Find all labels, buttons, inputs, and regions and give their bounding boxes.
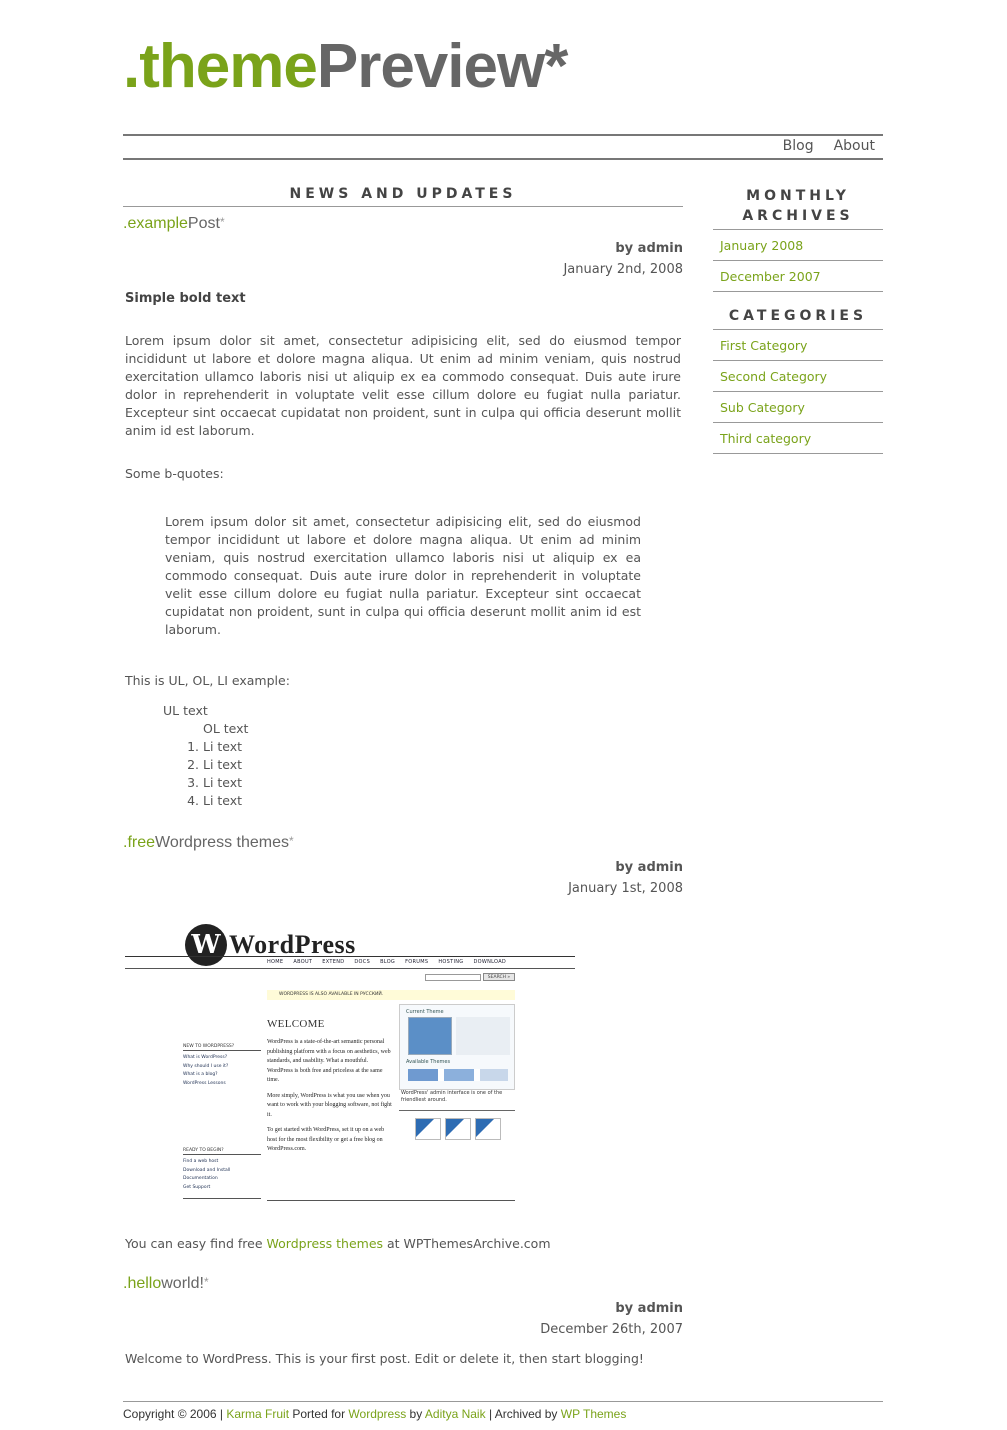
post-author: by admin [615,241,683,256]
post-paragraph: Lorem ipsum dolor sit amet, consectetur adipisicing elit, sed do eiusmod tempor incididunt ut labore et dolore magna aliqua. Ut enim ad minim veniam, quis nostrud exercitation ullamco laboris nisi ut aliquip ex ea commodo consequat. Duis aute irure dolor in reprehenderit in voluptate velit esse cillum dolore eu fugiat nulla pariatur. Excepteur sint occaecat cupidatat non proident, sunt in culpa qui officia deserunt mollit anim id est laborum. [125,333,681,438]
wp-side-links [183,1158,261,1192]
wp-admin-preview [399,1004,515,1090]
post [123,834,683,1251]
list-item: 3. Li text [203,774,683,792]
wp-welcome: WELCOME [267,1018,325,1030]
footer-wordpress-link[interactable]: Wordpress [348,1407,407,1421]
wp-nav [267,959,506,965]
ordered-list [203,738,683,810]
nav-links [783,138,875,154]
post [123,215,683,810]
logo-green-part: .theme [123,32,317,101]
footer-copyright: Copyright © 2006 | [123,1407,227,1421]
wp-nav-item: EXTEND [322,959,345,965]
wordpress-screenshot [125,922,577,1206]
wp-side-link: WordPress Lessons [183,1080,226,1086]
post-text: Welcome to WordPress. This is your first post. Edit or delete it, then start blogging! [125,1351,644,1366]
wp-nav-item: DOCS [354,959,371,965]
footer-wp-themes-link[interactable]: WP Themes [560,1407,627,1421]
post-text-before: You can easy find free [125,1236,267,1251]
post-title-gray: Post [187,215,220,232]
list-item: 4. Li text [203,792,683,810]
footer-theme-link[interactable]: Karma Fruit [226,1407,290,1421]
box-image [475,1118,501,1140]
post-title-star: * [203,1275,209,1289]
category-link[interactable]: First Category [713,330,883,361]
wp-side-heading: NEW TO WORDPRESS? [183,1044,261,1051]
nav-blog-link[interactable]: Blog [782,138,814,154]
bold-text: Simple bold text [125,291,246,306]
theme-thumbnail [408,1017,452,1055]
post-author: by admin [615,860,683,875]
post-title[interactable] [123,1275,683,1293]
sidebar [713,186,883,454]
wp-side-link: Download and Install [183,1167,231,1173]
archives-title [713,186,883,230]
footer-text: by [406,1407,425,1421]
post-author: by admin [615,1301,683,1316]
nav-about-link[interactable]: About [833,138,875,154]
category-link[interactable]: Sub Category [713,392,883,423]
wp-search-box [425,974,481,981]
wp-side-link: Documentation [183,1176,218,1181]
list-item: 2. Li text [203,756,683,774]
post-title[interactable] [123,834,683,852]
footer-text: | Archived by [485,1407,561,1421]
post [123,1275,683,1366]
post-title[interactable] [123,215,683,233]
wp-box-images [415,1118,501,1140]
wp-body-para: WordPress is a state-of-the-art semantic personal publishing platform with a focus on aesthetics, web standards, and usability. What a mouthful. WordPress is both free and priceless at the same time. [267,1039,391,1083]
box-image [415,1118,441,1140]
post-title-star: * [219,215,225,229]
post-title-green: .free [123,834,156,851]
archive-link[interactable]: December 2007 [713,261,883,292]
blockquote: Lorem ipsum dolor sit amet, consectetur adipisicing elit, sed do eiusmod tempor incididunt ut labore et dolore magna aliqua. Ut enim ad minim veniam, quis nostrud exercitation ullamco laboris nisi ut aliquip ex ea commodo consequat. Duis aute irure dolor in reprehenderit in voluptate velit esse cillum dolore eu fugiat nulla pariatur. Excepteur sint occaecat cupidatat non proident, sunt in culpa qui officia deserunt mollit anim id est laborum. [165,514,641,637]
footer-text: Ported for [289,1407,349,1421]
post-title-green: .example [123,215,188,232]
divider [399,1110,515,1111]
footer [123,1401,883,1421]
wp-caption: WordPress' admin interface is one of the friendliest around. [401,1090,503,1103]
wp-nav-item: HOME [267,959,284,965]
wp-notice: WORDPRESS IS ALSO AVAILABLE IN РУССКИЙ. [267,990,515,1000]
wp-available-themes: Available Themes [406,1059,451,1065]
wp-nav-item: BLOG [380,959,396,965]
divider [267,1200,515,1201]
wp-body-para: To get started with WordPress, set it up on a web host for the most flexibility or get a free blog on WordPress.com. [267,1127,385,1152]
archive-link[interactable]: January 2008 [713,230,883,261]
footer-author-link[interactable]: Aditya Naik [424,1407,486,1421]
wp-nav-item: FORUMS [405,959,429,965]
wp-search-button: SEARCH » [483,973,515,981]
post-title-gray: Wordpress themes [155,834,289,851]
theme-details [456,1017,510,1055]
divider [183,1198,261,1199]
wp-side-link: Find a web host [183,1159,219,1164]
wp-side-links [183,1054,261,1088]
archives-title-line: MONTHLY [746,188,850,204]
box-image [445,1118,471,1140]
wp-body-text [267,1038,393,1155]
post-text-after: at WPThemesArchive.com [383,1236,551,1251]
post-date: January 2nd, 2008 [563,262,683,277]
wp-current-theme: Current Theme [406,1009,444,1015]
wordpress-logo-icon: W [185,924,227,966]
post-title-green: .hello [123,1275,162,1292]
divider [125,968,575,969]
post-date: December 26th, 2007 [540,1322,683,1337]
wp-side-link: What is WordPress? [183,1055,228,1060]
ol-text: OL text [203,721,249,736]
category-link[interactable]: Second Category [713,361,883,392]
category-link[interactable]: Third category [713,423,883,454]
wp-side-heading: READY TO BEGIN? [183,1148,261,1155]
logo-gray-part: Preview* [316,32,568,101]
wp-nav-item: DOWNLOAD [473,959,507,965]
divider [125,956,575,957]
wp-side-link: What is a blog? [183,1072,218,1077]
main-content [123,186,683,1366]
post-title-gray: world! [161,1275,204,1292]
categories-title: CATEGORIES [713,306,883,330]
post-date: January 1st, 2008 [568,881,683,896]
theme-thumbnails [408,1069,508,1081]
archives-title-line: ARCHIVES [742,208,854,224]
post-title-star: * [289,834,294,848]
post-text [125,1236,681,1251]
top-nav-bar [123,134,883,160]
wordpress-logo-text: WordPress [229,930,356,959]
ul-text: UL text [163,703,208,718]
list-item: 1. Li text [203,738,683,756]
wp-side-link: Why should I use it? [183,1063,229,1069]
list-intro: This is UL, OL, LI example: [125,673,290,688]
section-title: NEWS AND UPDATES [123,186,683,207]
site-logo[interactable] [123,32,568,101]
wp-nav-item: ABOUT [293,959,313,965]
wordpress-themes-link[interactable]: Wordpress themes [266,1236,384,1251]
wp-body-para: More simply, WordPress is what you use when you want to work with your blogging software, not fight it. [267,1092,392,1118]
bquote-intro: Some b-quotes: [125,466,224,481]
wp-nav-item: HOSTING [438,959,464,965]
wp-side-link: Get Support [183,1184,211,1190]
